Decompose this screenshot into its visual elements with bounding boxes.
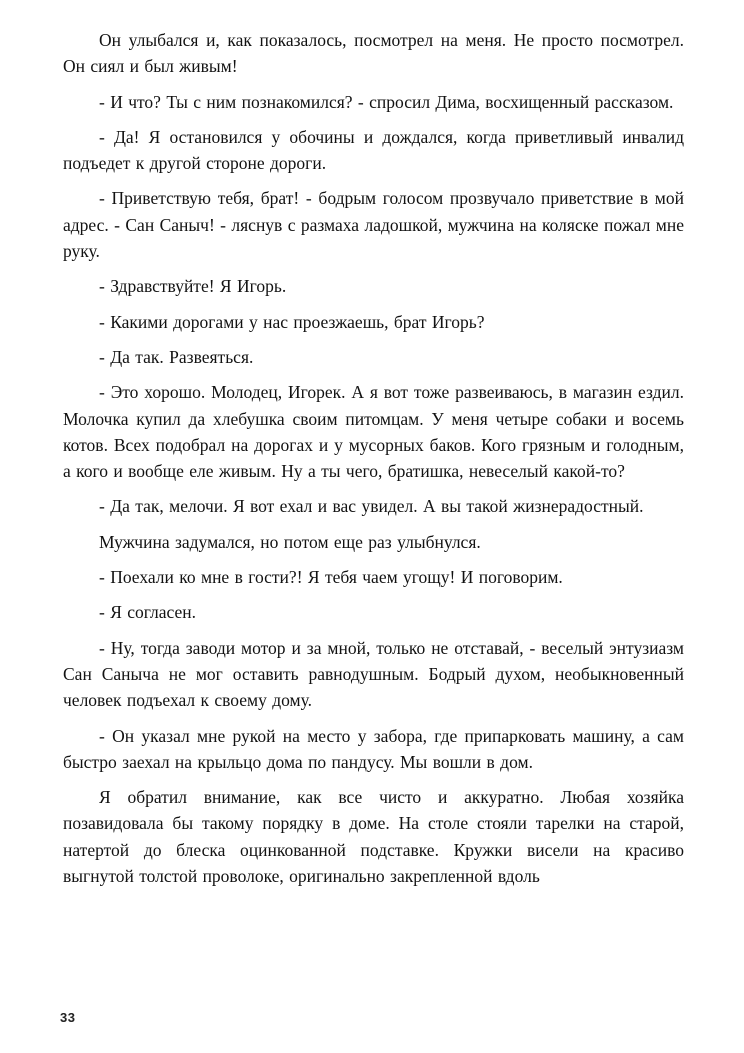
page-body <box>63 27 684 889</box>
paragraph: - Это хорошо. Молодец, Игорек. А я вот тоже развеиваюсь, в магазин ездил. Молочка купил да хлебушка своим питомцам. У меня четыре собаки и восемь котов. Всех подобрал на дорогах и у мусорных баков. Кого грязным и голодным, а кого и вообще еле живым. Ну а ты чего, братишка, невеселый какой-то? <box>63 382 684 482</box>
paragraph: - Поехали ко мне в гости?! Я тебя чаем угощу! И поговорим. <box>99 567 563 588</box>
paragraph: - Да так. Развеяться. <box>99 346 254 367</box>
paragraph: - Ну, тогда заводи мотор и за мной, только не отставай, - веселый энтузиазм Сан Саныча не мог оставить равнодушным. Бодрый духом, необыкновенный человек подъехал к своему дому. <box>63 637 684 711</box>
paragraph: - И что? Ты с ним познакомился? - спросил Дима, восхищенный рассказом. <box>99 91 674 112</box>
paragraph: - Приветствую тебя, брат! - бодрым голосом прозвучало приветствие в мой адрес. - Сан Саныч! - ляснув с размаха ладошкой, мужчина на коляске пожал мне руку. <box>63 188 684 262</box>
paragraph: - Какими дорогами у нас проезжаешь, брат Игорь? <box>99 311 485 332</box>
paragraph: Мужчина задумался, но потом еще раз улыбнулся. <box>99 531 481 552</box>
paragraph: - Да! Я остановился у обочины и дождался, когда приветливый инвалид подъедет к другой стороне дороги. <box>63 126 684 174</box>
paragraph: - Он указал мне рукой на место у забора, где припарковать машину, а сам быстро заехал на крыльцо дома по пандусу. Мы вошли в дом. <box>63 725 684 772</box>
paragraph: Я обратил внимание, как все чисто и аккуратно. Любая хозяйка позавидовала бы такому порядку в доме. На столе стояли тарелки на старой, натертой до блеска оцинкованной подставке. Кружки висели на красиво выгнутой толстой проволоке, оригинально закрепленной вдоль <box>63 787 684 887</box>
paragraph: - Я согласен. <box>99 602 197 623</box>
paragraph: - Здравствуйте! Я Игорь. <box>99 276 287 297</box>
paragraph: - Да так, мелочи. Я вот ехал и вас увидел. А вы такой жизнерадостный. <box>99 496 644 517</box>
paragraph: Он улыбался и, как показалось, посмотрел на меня. Не просто посмотрел. Он сиял и был живым! <box>63 30 684 77</box>
page-number: 33 <box>60 1010 76 1025</box>
